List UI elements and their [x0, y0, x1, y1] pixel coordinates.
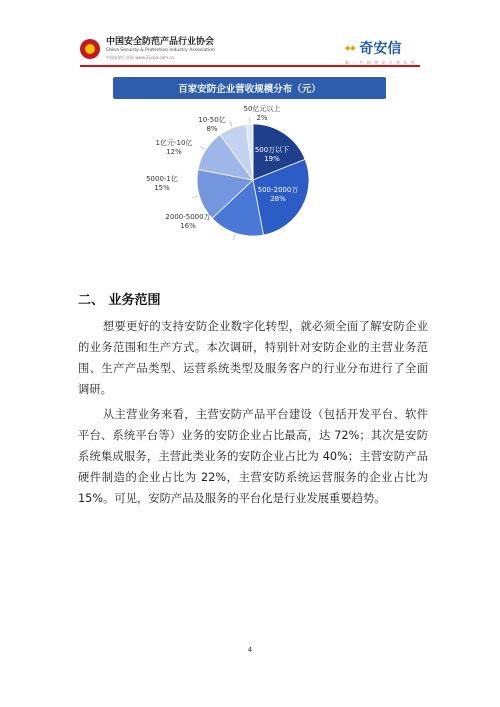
pie-slice-label: 500万以下 — [254, 146, 290, 154]
pie-slice-label: 500-2000万 — [257, 186, 299, 194]
pie-slice-percent: 12% — [166, 148, 182, 156]
brand-tagline: 新 一 代 网 络 安 全 领 军 者 — [345, 60, 416, 65]
section-title: 二、 业务范围 — [78, 293, 161, 308]
revenue-pie-chart — [0, 0, 500, 280]
brand-mark-icon: ◆◆ — [345, 44, 356, 52]
pie-slice-label: 10-50亿 — [198, 116, 226, 124]
pie-leader-line — [200, 146, 205, 149]
pie-slice-percent: 19% — [264, 155, 280, 163]
pie-slice-label: 5000-1亿 — [146, 175, 178, 183]
pie-slice-label: 2000-5000万 — [165, 213, 211, 221]
pie-leader-line — [230, 121, 232, 127]
chart-title-banner: 百家安防企业营收规模分布（元） — [113, 77, 386, 99]
pie-slice-percent: 2% — [256, 114, 268, 122]
pie-slice-percent: 8% — [206, 125, 218, 133]
association-url: 中国安防行业网 www.21cpa.com.cn — [106, 54, 175, 60]
pie-slice-label: 1亿元-10亿 — [155, 139, 193, 147]
pie-slices — [197, 124, 309, 236]
pie-leader-line — [234, 234, 236, 240]
page-number: 4 — [247, 646, 253, 654]
pie-slice-percent: 16% — [180, 222, 196, 230]
pie-slice-percent: 28% — [270, 195, 286, 203]
pie-slice-percent: 15% — [154, 184, 170, 192]
association-name-cn: 中国安全防范产品行业协会 — [106, 37, 215, 47]
paragraph-1: 想要更好的支持安防企业数字化转型，就必须全面了解安防企业的业务范围和生产方式。本次调研，特别针对安防企业的主营业务范围、生产产品类型、运营系统类型及服务客户的行业分布进行了全面调研。 — [78, 320, 428, 396]
pie-slice-label: 50亿元以上 — [243, 105, 281, 113]
association-name-en: China Security & Protection Industry Association — [106, 48, 215, 53]
paragraph-2: 从主营业务来看，主营安防产品平台建设（包括开发平台、软件平台、系统平台等）业务的安防企业占比最高，达 72%；其次是安防系统集成服务，主营此类业务的安防企业占比为 40%；主营安防产品硬件制造的企业占比为 22%，主营安防系统运营服务的企业占比为 15%。可见，安防产品及服务的平台化是行业发展重要趋势。 — [78, 408, 428, 505]
brand-name: 奇安信 — [359, 41, 402, 57]
pie-leader-line — [193, 196, 199, 198]
